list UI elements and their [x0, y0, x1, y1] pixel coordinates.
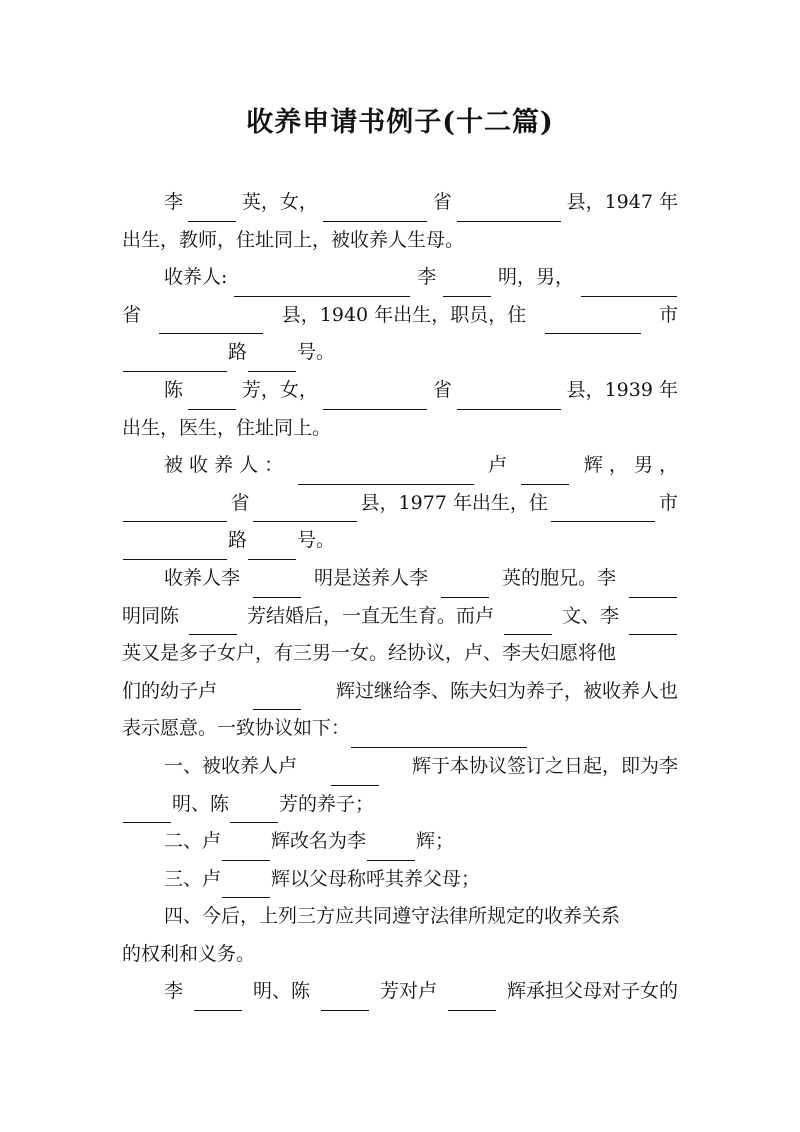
text-line: [122, 522, 678, 560]
text-segment: 市: [658, 303, 678, 326]
text-segment: 明是送养人李: [313, 566, 428, 589]
text-segment: 省: [432, 191, 452, 213]
text-segment: 李: [164, 191, 184, 213]
fill-in-blank: [629, 608, 677, 635]
fill-in-blank: [188, 383, 236, 410]
text-segment: 明同陈: [122, 604, 180, 627]
text-line: [122, 447, 678, 485]
fill-in-blank: [457, 383, 561, 410]
text-segment: 出生，医生，住址同上。: [122, 416, 332, 439]
fill-in-blank: [521, 458, 569, 485]
text-segment: 英，女，: [241, 191, 318, 213]
text-segment: 被 收 养 人 ：: [164, 454, 284, 477]
fill-in-blank: [189, 608, 237, 635]
text-segment: 辉过继给李、陈夫妇为养子，被收养人也: [335, 679, 678, 702]
text-line: [122, 410, 678, 448]
text-line: [122, 898, 678, 936]
text-segment: 一、被收养人卢: [164, 754, 298, 777]
text-line: [122, 184, 678, 222]
fill-in-blank: [188, 195, 236, 222]
text-segment: 省: [432, 378, 452, 401]
text-segment: 表示愿意。一致协议如下：: [122, 717, 351, 740]
fill-in-blank: [159, 307, 263, 334]
fill-in-blank: [123, 345, 227, 372]
fill-in-blank: [457, 195, 561, 222]
text-segment: 省: [122, 303, 142, 326]
fill-in-blank: [321, 984, 369, 1011]
fill-in-blank: [351, 721, 527, 748]
text-segment: 号。: [297, 341, 336, 364]
text-segment: 县，1977 年出生，住: [360, 491, 548, 514]
text-segment: 文、李: [561, 604, 619, 627]
text-line: [122, 485, 678, 523]
fill-in-blank: [323, 195, 427, 222]
text-line: [122, 823, 678, 861]
fill-in-blank: [253, 683, 301, 710]
fill-in-blank: [253, 495, 357, 522]
text-line: [122, 786, 678, 824]
document-title: 收养申请书例子(十二篇): [246, 107, 554, 138]
text-segment: 明，男，: [498, 266, 575, 289]
text-segment: 收养人:: [164, 266, 228, 289]
fill-in-blank: [123, 495, 227, 522]
text-line: [122, 673, 678, 711]
text-segment: 二、卢: [164, 830, 222, 853]
text-segment: 芳结婚后，一直无生育。而卢: [246, 604, 494, 627]
text-line: [122, 259, 678, 297]
text-segment: 省: [230, 491, 250, 514]
text-segment: 三、卢: [164, 867, 222, 890]
fill-in-blank: [441, 571, 489, 598]
fill-in-blank: [331, 759, 379, 786]
fill-in-blank: [323, 383, 427, 410]
text-segment: 辉 ， 男 ，: [583, 454, 678, 477]
text-segment: 辉于本协议签订之日起，即为李: [411, 754, 678, 777]
text-segment: 路: [228, 341, 248, 364]
text-line: [122, 297, 678, 335]
text-segment: 芳对卢: [379, 980, 437, 1003]
fill-in-blank: [629, 571, 677, 598]
text-segment: 芳的养子；: [279, 792, 375, 815]
fill-in-blank: [222, 834, 270, 861]
text-line: [122, 598, 678, 636]
text-segment: 辉以父母称呼其养父母；: [271, 867, 481, 890]
text-segment: 四、今后，上列三方应共同遵守法律所规定的收养关系: [164, 905, 621, 928]
text-line: [122, 748, 678, 786]
text-segment: 明、陈: [252, 980, 310, 1003]
text-line: [122, 372, 678, 410]
fill-in-blank: [222, 871, 270, 898]
text-line: [122, 973, 678, 1011]
text-segment: 辉；: [416, 830, 455, 853]
text-segment: 县，1939 年: [566, 378, 678, 401]
text-line: [122, 936, 678, 974]
text-line: [122, 710, 678, 748]
text-segment: 辉改名为李: [271, 830, 367, 853]
fill-in-blank: [253, 571, 301, 598]
text-segment: 号。: [297, 529, 336, 552]
text-segment: 明、陈: [172, 792, 230, 815]
text-line: [122, 861, 678, 899]
text-line: [122, 222, 678, 260]
fill-in-blank: [123, 796, 171, 823]
text-segment: 李: [417, 266, 437, 289]
fill-in-blank: [194, 984, 242, 1011]
text-segment: 李: [164, 980, 184, 1003]
fill-in-blank: [448, 984, 496, 1011]
fill-in-blank: [298, 458, 474, 485]
fill-in-blank: [504, 608, 552, 635]
text-segment: 辉承担父母对子女的: [506, 980, 678, 1003]
text-segment: 市: [658, 491, 678, 514]
fill-in-blank: [443, 270, 491, 297]
text-segment: 收养人李: [164, 566, 241, 589]
text-segment: 路: [228, 529, 248, 552]
fill-in-blank: [581, 270, 677, 297]
fill-in-blank: [367, 834, 415, 861]
text-segment: 芳，女，: [241, 378, 318, 401]
document-body: [122, 184, 678, 1011]
fill-in-blank: [123, 533, 227, 560]
text-segment: 的权利和义务。: [122, 942, 256, 965]
fill-in-blank: [248, 533, 296, 560]
text-segment: 县，1940 年出生，职员，住: [281, 303, 527, 326]
text-segment: 县，1947 年: [566, 191, 678, 213]
text-segment: 英又是多子女户，有三男一女。经协议，卢、李夫妇愿将他: [122, 642, 617, 665]
fill-in-blank: [230, 796, 278, 823]
text-line: [122, 635, 678, 673]
fill-in-blank: [551, 495, 655, 522]
fill-in-blank: [248, 345, 296, 372]
fill-in-blank: [545, 307, 641, 334]
text-segment: 陈: [164, 378, 184, 401]
text-segment: 们的幼子卢: [122, 679, 218, 702]
fill-in-blank: [234, 270, 410, 297]
text-segment: 出生，教师，住址同上，被收养人生母。: [122, 228, 465, 251]
text-segment: 英的胞兄。李: [501, 566, 616, 589]
text-line: [122, 560, 678, 598]
text-line: [122, 334, 678, 372]
text-segment: 卢: [488, 454, 508, 477]
